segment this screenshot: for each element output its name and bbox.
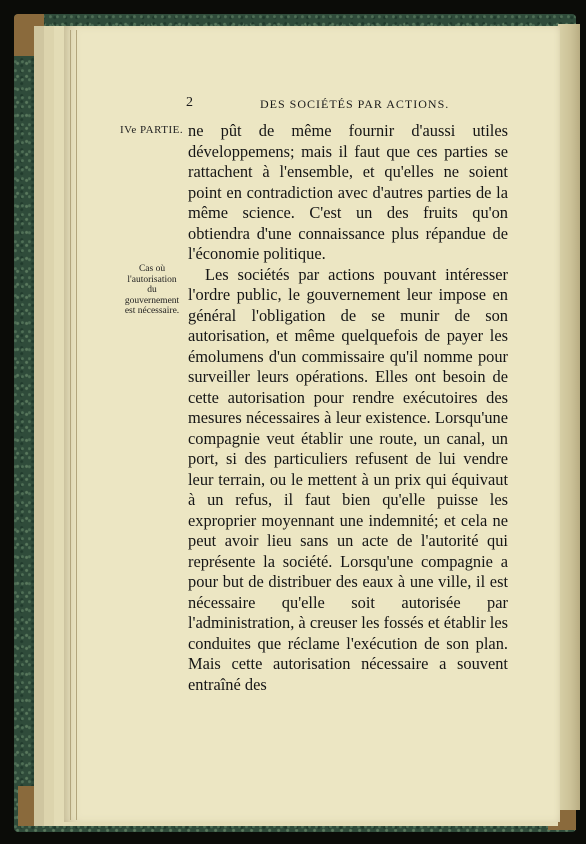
paragraph: ne pût de même fournir d'aussi utiles développemens; mais il faut que ces parties se rattachent à l'ensemble, et qu'elles ne soient point en contradiction avec d'autres parties de la même science. C'est un des fruits qu'on obtiendra d'une connaissance plus répandue de l'économie politique. (188, 121, 508, 263)
gutter-line (70, 30, 71, 820)
body-text (188, 121, 508, 695)
sidenote-line: gouvernement (124, 295, 180, 306)
gutter-line (76, 30, 77, 820)
sidenote-line: est nécessaire. (124, 306, 180, 316)
running-title: DES SOCIÉTÉS PAR ACTIONS. (260, 97, 450, 111)
part-label: IVe PARTIE. (120, 124, 184, 136)
margin-sidenote (118, 264, 186, 317)
page-fore-edge (558, 24, 580, 810)
sidenote-line: du (147, 285, 157, 295)
sidenote-line: Cas où (138, 264, 166, 274)
sidenote-line: l'autorisation (127, 274, 177, 285)
paragraph: Les sociétés par actions pouvant intéresser l'ordre public, le gouvernement leur impose en général l'obligation de se munir de son autorisation, et même quelquefois de payer les émolumens d'un commissaire qu'il nomme pour surveiller leurs opérations. Elles ont besoin de cette autorisation pour rendre exécutoires des mesures nécessaires à leur existence. Lorsqu'une compagnie veut établir une route, un canal, un port, si des particuliers refusent de lui vendre leur terrain, ou le mettent à un prix qui équivaut à un refus, il faut bien qu'elle puisse les exproprier moyennant une indemnité; et cela ne peut avoir lieu sans un acte de l'autorité qui représente la société. Lorsqu'une compagnie a pour but de distribuer des eaux à une ville, il est nécessaire qu'elle soit autorisée par l'administration, à creuser les fossés et établir les conduites que réclame l'exécution de son plan. Mais cette autorisation nécessaire a souvent entraîné des (188, 264, 508, 694)
page-number: 2 (186, 95, 193, 110)
